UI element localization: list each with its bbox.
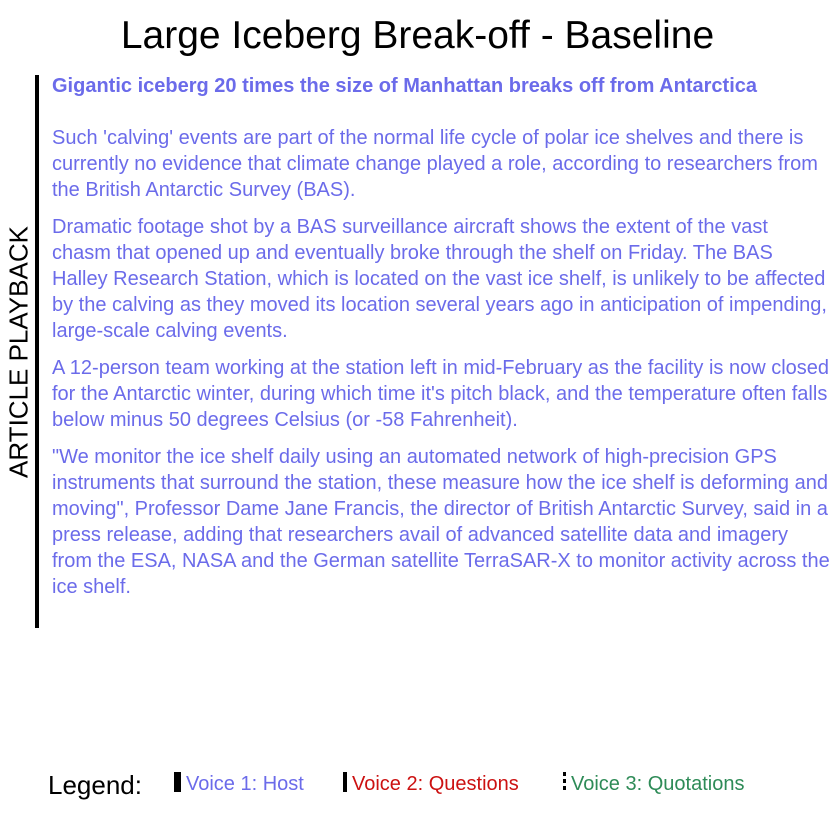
legend [48,768,828,800]
article-paragraph-3: A 12-person team working at the station left in mid-February as the facility is now closed for the Antarctic winter, during which time it's pitch black, and the temperature often falls below minus 50 degrees Celsius (or -58 Fahrenheit). [52,357,830,431]
legend-item-host [174,771,304,797]
article-paragraph-4: "We monitor the ice shelf daily using an automated network of high-precision GPS instruments that surround the station, these measure how the ice shelf is deforming and moving", Professor Dame Jane Francis, the director of British Antarctic Survey, said in a press release, adding that researchers avail of advanced satellite data and imagery from the ESA, NASA and the German satellite TerraSAR-X to monitor activity across the ice shelf. [52,446,830,598]
article-playback-label: ARTICLE PLAYBACK [3,226,34,478]
dotted-bar-icon [563,772,566,792]
legend-title: Legend: [48,770,142,800]
page-title: Large Iceberg Break-off - Baseline [120,14,715,57]
article-paragraph-1: Such 'calving' events are part of the normal life cycle of polar ice shelves and there is currently no evidence that climate change played a role, according to researchers from the British Antarctic Survey (BAS). [52,127,818,201]
thick-bar-icon [174,772,181,792]
legend-label-questions: Voice 2: Questions [352,773,519,795]
legend-label-quotations: Voice 3: Quotations [571,773,745,795]
article-body [52,73,830,611]
legend-label-host: Voice 1: Host [186,773,304,795]
legend-item-quotations [563,771,744,797]
playback-voice-bar [35,75,39,628]
legend-item-questions [343,771,519,797]
article-headline: Gigantic iceberg 20 times the size of Manhattan breaks off from Antarctica [52,75,757,97]
article-paragraph-2: Dramatic footage shot by a BAS surveillance aircraft shows the extent of the vast chasm that opened up and eventually broke through the shelf on Friday. The BAS Halley Research Station, which is located on the vast ice shelf, is unlikely to be affected by the calving as they moved its location several years ago in anticipation of impending, large-scale calving events. [52,216,827,342]
thin-bar-icon [343,772,347,792]
